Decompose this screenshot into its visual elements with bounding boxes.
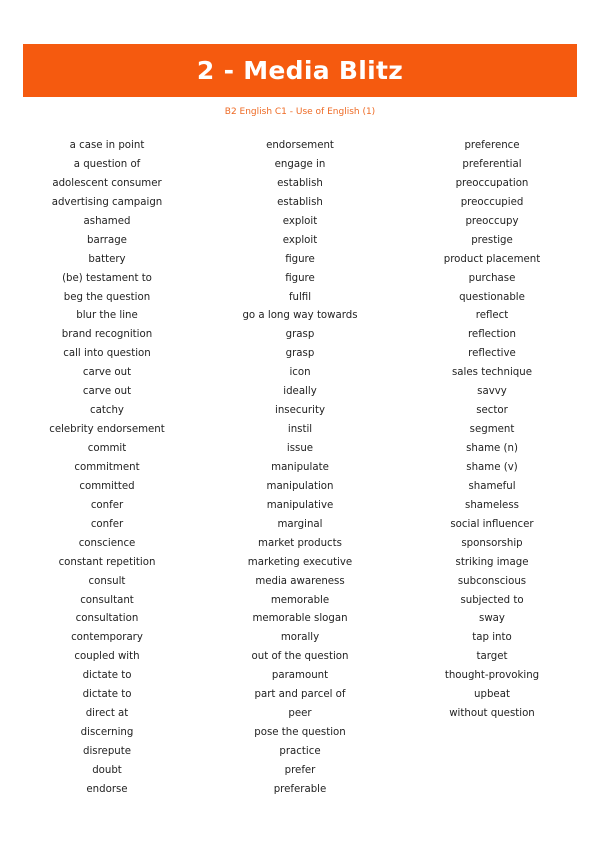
title-banner (23, 44, 577, 97)
word-item: establish (277, 196, 323, 208)
word-item: direct at (85, 708, 129, 720)
word-item: preferable (273, 783, 327, 795)
word-item: preoccupation (455, 177, 529, 189)
word-item: grasp (285, 329, 315, 341)
word-item: exploit (282, 234, 318, 246)
word-item: upbeat (474, 689, 510, 701)
word-item: sector (476, 405, 508, 417)
word-column-1 (17, 137, 197, 800)
word-item: reflect (475, 310, 509, 322)
word-item: dictate to (82, 670, 132, 682)
word-item: pose the question (254, 727, 346, 739)
word-item: conscience (78, 537, 136, 549)
word-item: commitment (74, 461, 140, 473)
word-item: peer (288, 708, 312, 720)
word-item: market products (258, 537, 342, 549)
word-item: disrepute (82, 746, 132, 757)
word-item: committed (79, 480, 135, 492)
word-item: catchy (90, 405, 124, 417)
word-item: savvy (477, 386, 507, 398)
word-item: call into question (63, 348, 151, 360)
word-item: issue (286, 443, 314, 454)
word-item: doubt (92, 764, 122, 776)
word-item: constant repetition (58, 556, 156, 568)
page-subtitle: B2 English C1 - Use of English (1) (224, 107, 376, 117)
word-item: endorsement (266, 140, 334, 151)
word-item: reflection (467, 329, 517, 341)
word-item: product placement (443, 253, 541, 265)
word-item: manipulative (266, 499, 334, 511)
word-item: dictate to (82, 689, 132, 701)
word-item: ashamed (83, 215, 131, 227)
word-item: brand recognition (61, 329, 153, 341)
page-title: 2 - Media Blitz (196, 56, 404, 85)
word-item: go a long way towards (242, 310, 358, 322)
word-item: grasp (285, 348, 315, 360)
word-item: exploit (282, 215, 318, 227)
word-item: subjected to (460, 594, 524, 606)
word-item: beg the question (63, 291, 151, 303)
word-item: thought-provoking (444, 670, 540, 682)
word-item: striking image (455, 556, 529, 568)
word-item: manipulation (266, 480, 334, 492)
word-item: manipulate (271, 461, 329, 473)
word-item: endorse (86, 783, 128, 795)
word-item: memorable slogan (252, 613, 348, 625)
word-item: figure (285, 272, 315, 284)
word-item: consultation (75, 613, 139, 625)
word-item: discerning (80, 727, 134, 739)
word-column-3 (402, 137, 582, 724)
word-item: segment (469, 424, 515, 436)
word-item: morally (280, 632, 320, 644)
word-item: a case in point (69, 140, 145, 151)
word-item: figure (285, 253, 315, 265)
word-item: tap into (472, 632, 512, 644)
word-item: carve out (82, 367, 132, 379)
word-item: prefer (284, 764, 316, 776)
word-item: shameful (468, 480, 516, 492)
word-item: marginal (277, 518, 323, 530)
word-item: battery (88, 253, 126, 265)
word-item: carve out (82, 386, 132, 398)
word-item: preferential (462, 158, 522, 170)
word-item: without question (449, 708, 535, 720)
word-item: part and parcel of (254, 689, 346, 701)
word-item: confer (90, 499, 124, 511)
word-item: preference (464, 140, 520, 151)
word-item: blur the line (76, 310, 138, 322)
word-item: subconscious (457, 575, 527, 587)
word-item: commit (87, 443, 127, 454)
word-item: instil (287, 424, 313, 436)
word-item: adolescent consumer (52, 177, 162, 189)
word-item: insecurity (275, 405, 325, 417)
word-item: shame (n) (466, 443, 518, 454)
word-item: coupled with (74, 651, 140, 663)
word-item: consult (88, 575, 126, 587)
word-item: fulfil (288, 291, 312, 303)
word-item: celebrity endorsement (49, 424, 165, 436)
word-item: (be) testament to (62, 272, 152, 284)
word-item: contemporary (71, 632, 143, 644)
word-item: engage in (274, 158, 326, 170)
word-item: preoccupy (465, 215, 519, 227)
word-item: preoccupied (460, 196, 524, 208)
word-item: establish (277, 177, 323, 189)
word-item: icon (289, 367, 311, 379)
word-item: sales technique (452, 367, 532, 379)
word-item: target (476, 651, 508, 663)
word-item: practice (279, 746, 321, 757)
word-item: social influencer (450, 518, 534, 530)
word-item: paramount (271, 670, 329, 682)
word-item: advertising campaign (51, 196, 163, 208)
word-item: consultant (80, 594, 134, 606)
word-item: shame (v) (466, 461, 518, 473)
word-item: a question of (73, 158, 141, 170)
word-item: marketing executive (247, 556, 353, 568)
word-item: reflective (468, 348, 516, 360)
word-item: sponsorship (461, 537, 523, 549)
word-item: purchase (468, 272, 516, 284)
word-item: media awareness (255, 575, 345, 587)
word-item: confer (90, 518, 124, 530)
word-item: barrage (87, 234, 127, 246)
word-item: shameless (465, 499, 519, 511)
word-item: prestige (471, 234, 513, 246)
word-item: memorable (270, 594, 330, 606)
word-item: sway (479, 613, 505, 625)
word-item: out of the question (251, 651, 349, 663)
word-column-2 (210, 137, 390, 800)
word-item: ideally (283, 386, 317, 398)
word-item: questionable (459, 291, 525, 303)
